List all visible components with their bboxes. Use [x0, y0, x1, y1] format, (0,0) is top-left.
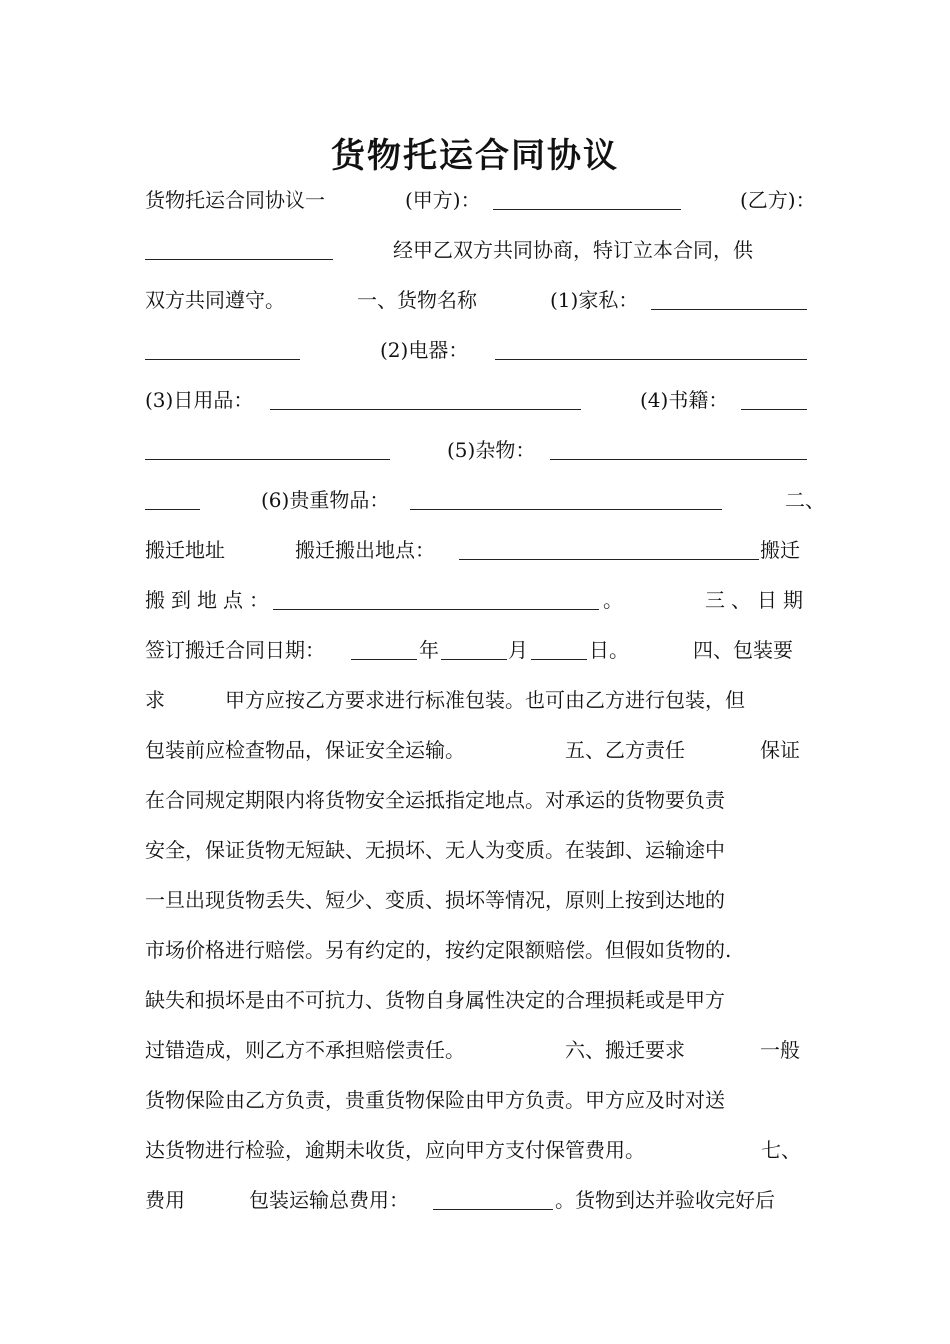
text-segment: (5)杂物： [447, 438, 536, 462]
blank-line [351, 637, 417, 660]
text-segment: 费用 [145, 1188, 185, 1212]
text-line [145, 285, 815, 315]
text-line [145, 935, 815, 965]
blank-line [145, 337, 300, 360]
blank-line [495, 337, 807, 360]
text-segment: 年 [419, 638, 439, 662]
text-line [145, 185, 815, 215]
text-segment: (1)家私： [550, 288, 639, 312]
text-segment: 六、搬迁要求 [565, 1038, 685, 1062]
text-line [145, 485, 825, 515]
text-segment: (甲方)： [405, 188, 481, 212]
text-line [145, 335, 815, 365]
text-segment: (2)电器： [380, 338, 469, 362]
text-segment: 双方共同遵守。 [145, 288, 285, 312]
text-segment: 甲方应按乙方要求进行标准包装。也可由乙方进行包装，但 [225, 688, 745, 712]
page-title: 货物托运合同协议 [331, 136, 619, 176]
text-segment: 搬迁搬出地点： [295, 538, 435, 562]
text-line [145, 1135, 815, 1165]
text-segment: 搬迁地址 [145, 538, 225, 562]
blank-line [459, 537, 759, 560]
text-segment: (4)书籍： [640, 388, 729, 412]
text-segment: 月 [508, 638, 528, 662]
text-segment: 达货物进行检验，逾期未收货，应向甲方支付保管费用。 [145, 1138, 645, 1162]
blank-line [651, 287, 807, 310]
text-line [145, 235, 815, 265]
text-segment: 货物保险由乙方负责，贵重货物保险由甲方负责。甲方应及时对送 [145, 1088, 725, 1112]
text-segment: 签订搬迁合同日期： [145, 638, 325, 662]
text-segment: 过错造成，则乙方不承担赔偿责任。 [145, 1038, 465, 1062]
text-line [145, 585, 815, 615]
text-segment: 在合同规定期限内将货物安全运抵指定地点。对承运的货物要负责 [145, 788, 725, 812]
blank-line [433, 1187, 553, 1210]
text-line [145, 535, 815, 565]
blank-line [270, 387, 581, 410]
text-segment: 七、 [761, 1138, 801, 1162]
text-segment: 二、 [785, 488, 825, 512]
text-segment: 安全，保证货物无短缺、无损坏、无人为变质。在装卸、运输途中 [145, 838, 725, 862]
text-line [145, 635, 815, 665]
text-segment: 五、乙方责任 [565, 738, 685, 762]
text-segment: 。 [603, 588, 623, 612]
blank-line [441, 637, 507, 660]
text-segment: (6)贵重物品： [261, 488, 390, 512]
text-line [145, 785, 815, 815]
text-segment: (乙方)： [740, 188, 816, 212]
text-segment: 市场价格进行赔偿。另有约定的，按约定限额赔偿。但假如货物的. [145, 938, 732, 962]
blank-line [493, 187, 681, 210]
text-line [145, 1035, 815, 1065]
text-line [145, 735, 815, 765]
text-line [145, 885, 815, 915]
blank-line [531, 637, 587, 660]
text-segment: 一般 [760, 1038, 800, 1062]
text-segment: 求 [145, 688, 165, 712]
text-segment: 。货物到达并验收完好后 [555, 1188, 775, 1212]
text-segment: 包装前应检查物品，保证安全运输。 [145, 738, 465, 762]
blank-line [145, 237, 333, 260]
text-segment: 搬迁 [760, 538, 800, 562]
text-segment: 四、包装要 [693, 638, 793, 662]
text-segment: 货物托运合同协议一 [145, 188, 325, 212]
blank-line [550, 437, 807, 460]
text-line [145, 435, 815, 465]
text-segment: 搬到地点： [145, 588, 275, 612]
text-segment: (3)日用品： [145, 388, 254, 412]
text-line [145, 985, 815, 1015]
text-line [145, 1185, 815, 1215]
text-segment: 经甲乙双方共同协商，特订立本合同，供 [393, 238, 753, 262]
text-segment: 日。 [589, 638, 629, 662]
text-line [145, 685, 815, 715]
text-line [145, 835, 815, 865]
text-segment: 三、日期 [705, 588, 809, 612]
text-segment: 一、货物名称 [357, 288, 477, 312]
text-segment: 包装运输总费用： [249, 1188, 409, 1212]
blank-line [410, 487, 722, 510]
blank-line [273, 587, 599, 610]
text-segment: 一旦出现货物丢失、短少、变质、损坏等情况，原则上按到达地的 [145, 888, 725, 912]
text-line [145, 385, 815, 415]
blank-line [145, 437, 390, 460]
text-line [145, 1085, 815, 1115]
blank-line [741, 387, 807, 410]
text-segment: 缺失和损坏是由不可抗力、货物自身属性决定的合理损耗或是甲方 [145, 988, 725, 1012]
text-segment: 保证 [760, 738, 800, 762]
blank-line [145, 487, 200, 510]
